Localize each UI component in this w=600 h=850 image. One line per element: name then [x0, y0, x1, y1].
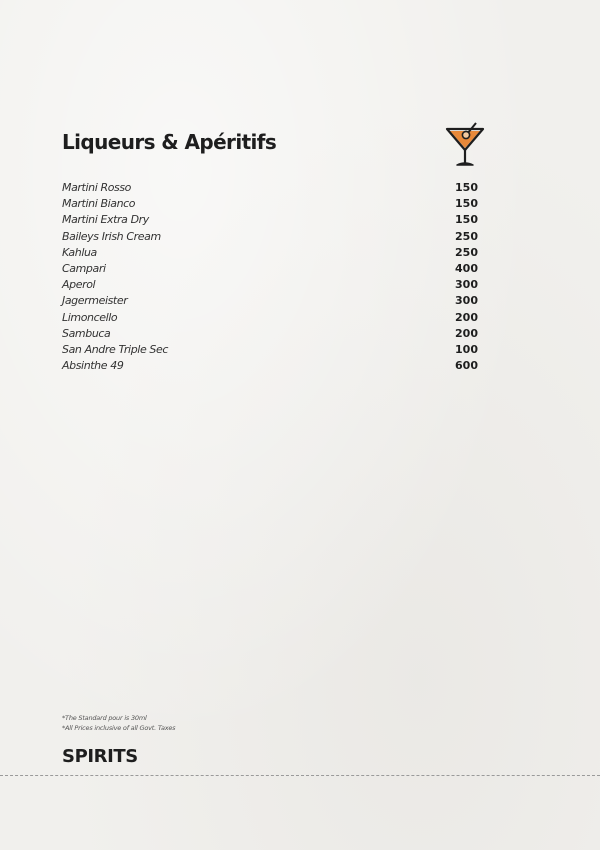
- menu-item: [62, 326, 478, 342]
- menu-item-name: Kahlua: [62, 245, 97, 259]
- menu-item: [62, 310, 478, 326]
- menu-item: [62, 358, 478, 374]
- menu-item-name: Baileys Irish Cream: [62, 229, 161, 243]
- menu-item-name: Aperol: [62, 278, 96, 292]
- dashed-divider: [0, 775, 600, 776]
- menu-item-name: Martini Rosso: [62, 181, 132, 194]
- menu-item: [62, 261, 478, 277]
- menu-item: [62, 245, 478, 261]
- menu-item-price: 150: [455, 197, 478, 211]
- menu-item-name: Jagermeister: [62, 294, 128, 308]
- menu-item-name: Martini Extra Dry: [62, 213, 149, 227]
- menu-item-price: 150: [455, 181, 478, 194]
- menu-item-price: 200: [455, 310, 478, 324]
- menu-list: [62, 180, 478, 374]
- menu-item-name: San Andre Triple Sec: [62, 342, 169, 356]
- menu-item-name: Limoncello: [62, 310, 118, 324]
- menu-item-name: Campari: [62, 261, 106, 275]
- menu-item-price: 400: [455, 261, 478, 275]
- menu-item-price: 250: [455, 245, 478, 259]
- menu-item: [62, 212, 478, 228]
- menu-item-price: 600: [455, 359, 478, 373]
- section-title: Liqueurs & Apéritifs: [62, 130, 277, 154]
- footnotes: [62, 713, 175, 733]
- menu-item-price: 300: [455, 294, 478, 308]
- menu-item: [62, 229, 478, 245]
- menu-item-name: Absinthe 49: [62, 359, 124, 373]
- menu-item-price: 250: [455, 229, 478, 243]
- menu-item: [62, 293, 478, 309]
- menu-item-name: Sambuca: [62, 326, 111, 340]
- menu-item: [62, 180, 478, 196]
- menu-item: [62, 277, 478, 293]
- menu-item-price: 100: [455, 342, 478, 356]
- menu-item-name: Martini Bianco: [62, 197, 136, 211]
- menu-item: [62, 196, 478, 212]
- menu-item-price: 300: [455, 278, 478, 292]
- menu-item-price: 150: [455, 213, 478, 227]
- menu-item: [62, 342, 478, 358]
- footer-category-title: SPIRITS: [62, 746, 138, 767]
- cocktail-olive: [462, 131, 469, 138]
- footnote-standard-pour: *The Standard pour is 30ml: [62, 714, 147, 722]
- menu-item-price: 200: [455, 326, 478, 340]
- footnote-taxes: *All Prices inclusive of all Govt. Taxes: [62, 724, 176, 732]
- cocktail-glass-icon: [445, 121, 485, 167]
